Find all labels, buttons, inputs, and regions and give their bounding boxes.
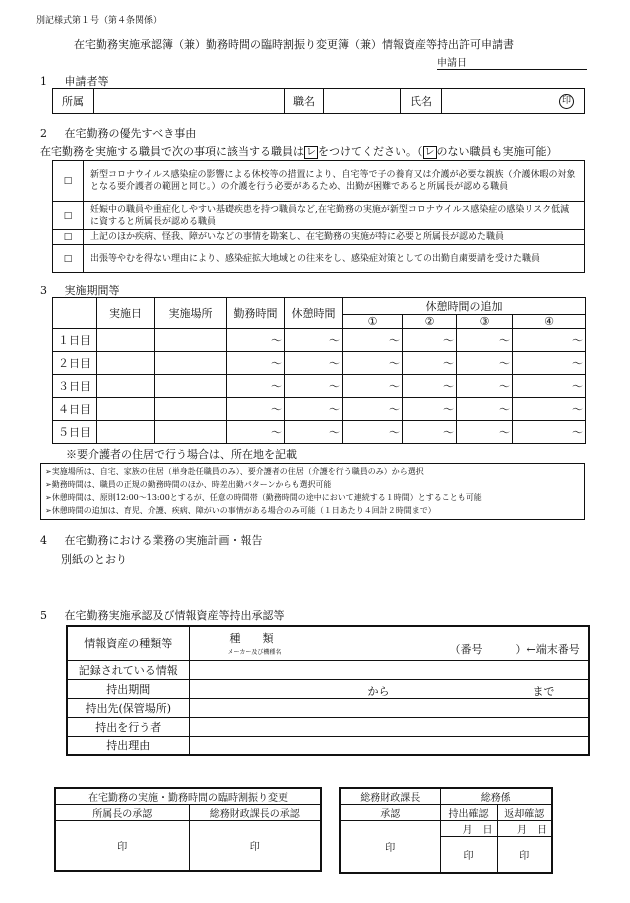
extra-break-input[interactable]: ～ — [343, 329, 403, 352]
check-mark-sample: レ — [306, 147, 316, 158]
extra-break-input[interactable]: ～ — [343, 352, 403, 375]
return-seal[interactable]: 印 — [497, 837, 552, 873]
asset-type-label: 情報資産の種類等 — [67, 626, 189, 660]
break-time-input[interactable]: ～ — [285, 421, 343, 444]
checkout-date[interactable]: 月 日 — [440, 821, 497, 837]
row-label: ４日目 — [53, 398, 97, 421]
asset-approval-table — [339, 787, 553, 874]
reason-checkbox-2[interactable]: □ — [53, 202, 84, 230]
col-extra-break: 休憩時間の追加 — [343, 298, 586, 315]
rule-item: ➢休憩時間の追加は、育児、介護、疾病、障がいの事情がある場合のみ可能（１日あたり４回計２時間まで） — [45, 506, 436, 515]
extra-break-input[interactable]: ～ — [513, 421, 586, 444]
col-break-time: 休憩時間 — [285, 298, 343, 329]
section3-number: 3 — [40, 284, 47, 297]
recorded-info-label: 記録されている情報 — [67, 660, 189, 679]
person-input[interactable] — [189, 717, 589, 736]
period-input[interactable] — [189, 679, 589, 698]
affiliation-input[interactable] — [94, 89, 285, 114]
extra-break-input[interactable]: ～ — [343, 421, 403, 444]
person-label: 持出を行う者 — [67, 717, 189, 736]
head-approval-label: 所属長の承認 — [55, 805, 189, 821]
check-mark-sample-2: レ — [424, 147, 435, 158]
schedule-row — [53, 352, 586, 375]
work-time-input[interactable]: ～ — [227, 329, 285, 352]
form-number: 別記様式第１号（第４条関係） — [36, 16, 163, 26]
work-time-input[interactable]: ～ — [227, 421, 285, 444]
reason-text-3: 上記のほか疾病、怪我、障がいなどの事情を勘案し、在宅勤務の実施が特に必要と所属長が認めた職員 — [84, 230, 585, 245]
extra-break-input[interactable]: ～ — [343, 375, 403, 398]
telework-approval-table — [54, 787, 322, 872]
reason-text-2: 妊娠中の職員や重症化しやすい基礎疾患を持つ職員など,在宅勤務の実施が新型コロナウイルス感染症の感染リスク低減に資すると所属長が認める職員 — [84, 202, 585, 230]
kind-label: 種 類 — [229, 632, 274, 645]
extra-break-input[interactable]: ～ — [403, 398, 457, 421]
place-input[interactable] — [155, 421, 227, 444]
reason-text-1: 新型コロナウイルス感染症の影響による休校等の措置により、自宅等で子の養育又は介護が必要な親族（介護休暇の対象となる要介護者の範囲と同じ。）の介護を行う必要があるため、出勤が困難であると所属長が認める職員 — [84, 161, 585, 202]
extra-break-input[interactable]: ～ — [457, 352, 513, 375]
schedule-row — [53, 329, 586, 352]
schedule-row — [53, 421, 586, 444]
name-label: 氏名 — [401, 89, 442, 114]
extra-col-4: ④ — [513, 315, 586, 329]
schedule-row — [53, 398, 586, 421]
date-input[interactable] — [97, 398, 155, 421]
reason-checkbox-1[interactable]: □ — [53, 161, 84, 202]
telework-approval-title: 在宅勤務の実施・勤務時間の臨時割振り変更 — [55, 788, 321, 805]
extra-break-input[interactable]: ～ — [457, 375, 513, 398]
return-confirm-label: 返却確認 — [497, 805, 552, 821]
section2-title: 在宅勤務の優先すべき事由 — [64, 127, 197, 140]
schedule-table — [52, 297, 586, 444]
approval-seal[interactable]: 印 — [340, 821, 440, 873]
position-input[interactable] — [324, 89, 401, 114]
extra-break-input[interactable]: ～ — [513, 352, 586, 375]
col-date: 実施日 — [97, 298, 155, 329]
section4-body: 別紙のとおり — [61, 553, 127, 566]
head-approval-seal[interactable]: 印 — [55, 821, 189, 871]
reason-text-4: 出張等やむを得ない理由により、感染症拡大地域との往来をし、感染症対策としての出勤自粛要請を受けた職員 — [84, 245, 585, 273]
col-work-time: 勤務時間 — [227, 298, 285, 329]
break-time-input[interactable]: ～ — [285, 398, 343, 421]
destination-label: 持出先(保管場所) — [67, 698, 189, 717]
finance-chief-title: 総務財政課長 — [340, 788, 440, 805]
section1-number: 1 — [40, 75, 47, 88]
section5-title: 在宅勤務実施承認及び情報資産等持出承認等 — [64, 609, 285, 622]
col-place: 実施場所 — [155, 298, 227, 329]
row-label: ３日目 — [53, 375, 97, 398]
instruction-part-a: 在宅勤務を実施する職員で次の事項に該当する職員は — [40, 145, 304, 158]
extra-col-1: ① — [343, 315, 403, 329]
section5-heading — [40, 607, 285, 623]
extra-break-input[interactable]: ～ — [513, 329, 586, 352]
date-input[interactable] — [97, 329, 155, 352]
work-time-input[interactable]: ～ — [227, 398, 285, 421]
finance-approval-seal[interactable]: 印 — [189, 821, 321, 871]
extra-break-input[interactable]: ～ — [343, 398, 403, 421]
schedule-corner — [53, 298, 97, 329]
extra-break-input[interactable]: ～ — [403, 329, 457, 352]
page-title: 在宅勤務実施承認簿（兼）勤務時間の臨時割振り変更簿（兼）情報資産等持出許可申請書 — [74, 38, 514, 51]
extra-col-2: ② — [403, 315, 457, 329]
rule-item: ➢実施場所は、自宅、家族の住居（単身赴任職員のみ）、要介護者の住居（介護を行う職員のみ）から選択 — [45, 467, 424, 476]
section2-instruction — [40, 143, 558, 159]
approval-label: 承認 — [340, 805, 440, 821]
extra-break-input[interactable]: ～ — [513, 398, 586, 421]
destination-input[interactable] — [189, 698, 589, 717]
application-date-label: 申請日 — [437, 58, 467, 69]
section4-heading — [40, 532, 263, 548]
section3-heading — [40, 282, 120, 298]
reason-row — [53, 161, 585, 202]
break-time-input[interactable]: ～ — [285, 329, 343, 352]
finance-approval-label: 総務財政課長の承認 — [189, 805, 321, 821]
seal-mark: 印 — [559, 94, 574, 109]
date-input[interactable] — [97, 421, 155, 444]
extra-break-input[interactable]: ～ — [403, 375, 457, 398]
asset-table — [66, 625, 590, 756]
checkout-seal[interactable]: 印 — [440, 837, 497, 873]
general-affairs-title: 総務係 — [440, 788, 552, 805]
reason-row — [53, 245, 585, 273]
extra-col-3: ③ — [457, 315, 513, 329]
place-input[interactable] — [155, 398, 227, 421]
place-input[interactable] — [155, 352, 227, 375]
residence-note: ※要介護者の住居で行う場合は、所在地を記載 — [66, 448, 297, 461]
recorded-info-input[interactable] — [189, 660, 589, 679]
rules-box — [40, 463, 585, 520]
reason-checkbox-3[interactable]: □ — [53, 230, 84, 245]
section2-heading — [40, 125, 196, 141]
section3-title: 実施期間等 — [64, 284, 120, 297]
instruction-part-c: のない職員も実施可能） — [436, 145, 558, 158]
rule-item: ➢勤務時間は、職員の正規の勤務時間のほか、時差出勤パターンからも選択可能 — [45, 480, 332, 489]
extra-break-input[interactable]: ～ — [403, 352, 457, 375]
reasons-table — [52, 160, 585, 273]
row-label: ５日目 — [53, 421, 97, 444]
reason-label: 持出理由 — [67, 736, 189, 755]
row-label: １日目 — [53, 329, 97, 352]
reason-row — [53, 202, 585, 230]
reason-row — [53, 230, 585, 245]
section1-title: 申請者等 — [64, 75, 109, 88]
section1-heading — [40, 73, 109, 89]
place-input[interactable] — [155, 375, 227, 398]
asset-type-input[interactable] — [189, 626, 589, 660]
position-label: 職名 — [285, 89, 324, 114]
schedule-row — [53, 375, 586, 398]
break-time-input[interactable]: ～ — [285, 352, 343, 375]
rule-item: ➢休憩時間は、原則12:00～13:00とするが、任意の時間帯（勤務時間の途中において連続する１時間）とすることも可能 — [45, 493, 482, 502]
work-time-input[interactable]: ～ — [227, 375, 285, 398]
affiliation-label: 所属 — [53, 89, 94, 114]
section4-number: 4 — [40, 534, 47, 547]
break-time-input[interactable]: ～ — [285, 375, 343, 398]
application-date-field[interactable] — [437, 54, 587, 70]
date-input[interactable] — [97, 375, 155, 398]
section4-title: 在宅勤務における業務の実施計画・報告 — [64, 534, 263, 547]
return-date[interactable]: 月 日 — [497, 821, 552, 837]
extra-break-input[interactable]: ～ — [403, 421, 457, 444]
extra-break-input[interactable]: ～ — [457, 329, 513, 352]
section2-number: 2 — [40, 127, 47, 140]
name-input[interactable] — [442, 89, 585, 114]
extra-break-input[interactable]: ～ — [457, 398, 513, 421]
extra-break-input[interactable]: ～ — [457, 421, 513, 444]
maker-label: メーカー及び機種名 — [227, 649, 282, 656]
extra-break-input[interactable]: ～ — [513, 375, 586, 398]
reason-input[interactable] — [189, 736, 589, 755]
terminal-number-label: （番号 ）←端末番号 — [449, 643, 580, 656]
work-time-input[interactable]: ～ — [227, 352, 285, 375]
period-from: から — [367, 684, 390, 698]
instruction-part-b: をつけてください。（ — [318, 145, 423, 158]
place-input[interactable] — [155, 329, 227, 352]
row-label: ２日目 — [53, 352, 97, 375]
checkout-confirm-label: 持出確認 — [440, 805, 497, 821]
reason-checkbox-4[interactable]: □ — [53, 245, 84, 273]
period-until: まで — [532, 684, 555, 698]
applicant-table — [52, 88, 585, 114]
period-label: 持出期間 — [67, 679, 189, 698]
section5-number: 5 — [40, 609, 47, 622]
date-input[interactable] — [97, 352, 155, 375]
